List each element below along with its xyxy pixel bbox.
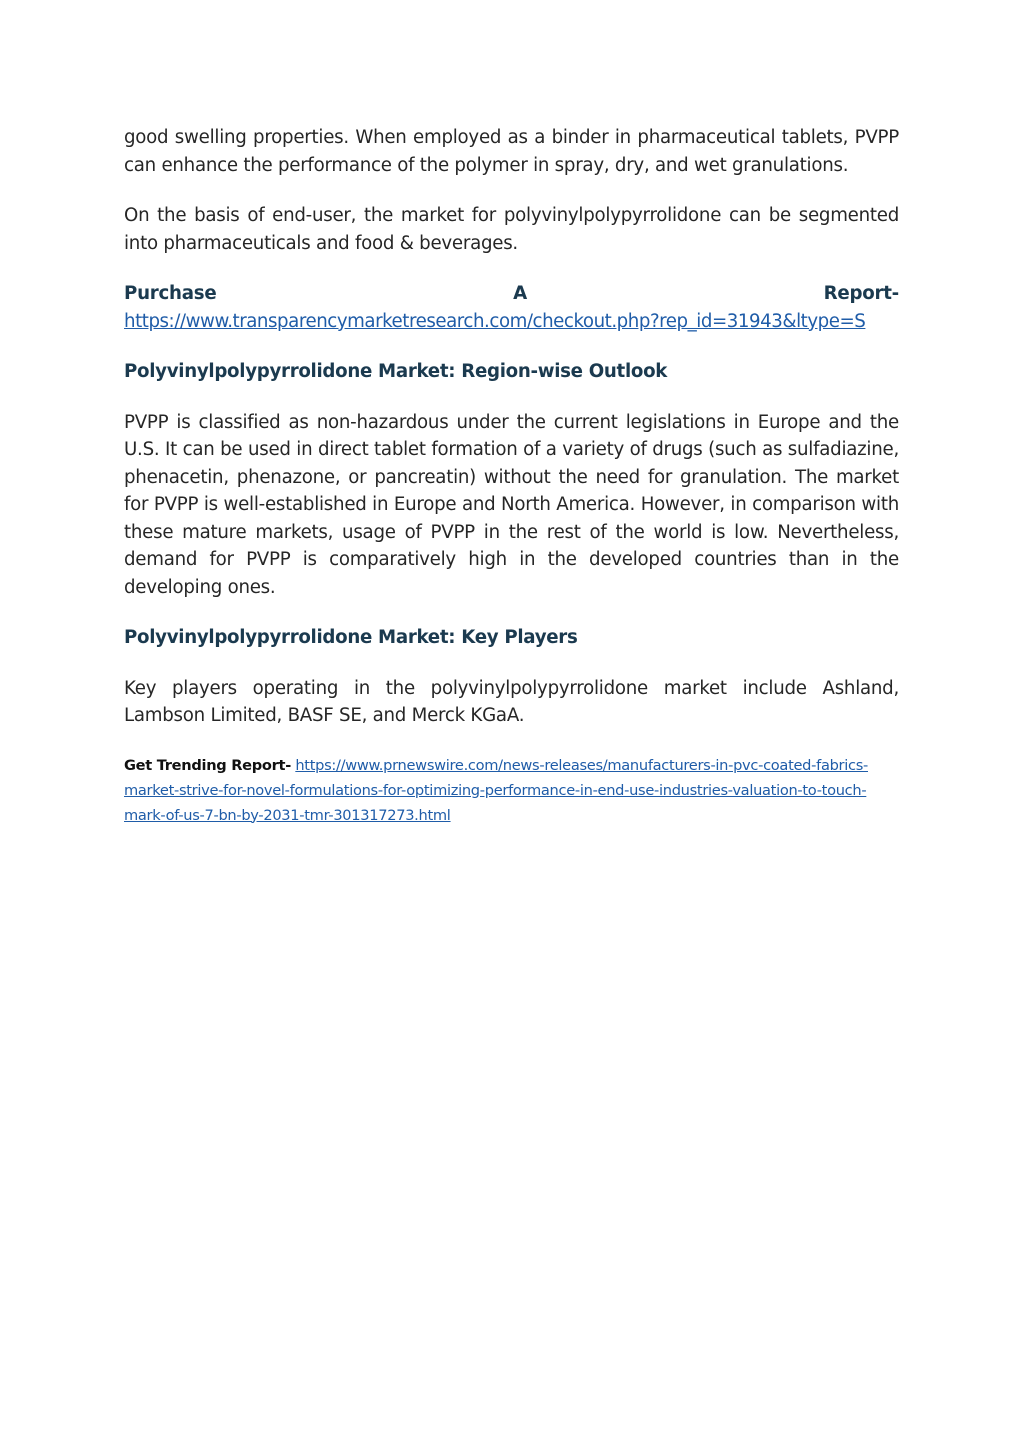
purchase-article: A	[513, 283, 527, 304]
purchase-report-link[interactable]: https://www.transparencymarketresearch.com/checkout.php?rep_id=31943&ltype=S	[124, 310, 866, 332]
purchase-report-word: Report-	[823, 283, 899, 304]
paragraph-end-user-segmentation: On the basis of end-user, the market for polyvinylpolypyrrolidone can be segmented into pharmaceuticals and food & beverages.	[124, 205, 899, 254]
paragraph-key-players: Key players operating in the polyvinylpolypyrrolidone market include Ashland, Lambson Limited, BASF SE, and Merck KGaA.	[124, 677, 899, 726]
paragraph-region-outlook: PVPP is classified as non-hazardous under the current legislations in Europe and the U.S. It can be used in direct tablet formation of a variety of drugs (such as sulfadiazine, phenacetin, phenazone, or pancreatin) without the need for granulation. The market for PVPP is well-established in Europe and North America. However, in comparison with these mature markets, usage of PVPP in the rest of the world is low. Nevertheless, demand for PVPP is comparatively high in the developed countries than in the developing ones.	[124, 411, 899, 598]
document-page	[124, 124, 899, 828]
purchase-report-label	[124, 280, 899, 308]
heading-key-players: Polyvinylpolypyrrolidone Market: Key Players	[124, 627, 578, 648]
heading-region-outlook: Polyvinylpolypyrrolidone Market: Region-wise Outlook	[124, 361, 668, 382]
purchase-word: Purchase	[124, 283, 217, 304]
trending-report-label: Get Trending Report-	[124, 756, 291, 774]
paragraph-binder-properties: good swelling properties. When employed as a binder in pharmaceutical tablets, PVPP can enhance the performance of the polymer in spray, dry, and wet granulations.	[124, 127, 899, 176]
trending-report-link[interactable]: https://www.prnewswire.com/news-releases/manufacturers-in-pvc-coated-fabrics-market-strive-for-novel-formulations-for-optimizing-performance-in-end-use-industries-valuation-to-touch-mark-of-us-7-bn-by-2031-tmr-301317273.html	[124, 756, 868, 824]
trending-report	[124, 753, 899, 828]
